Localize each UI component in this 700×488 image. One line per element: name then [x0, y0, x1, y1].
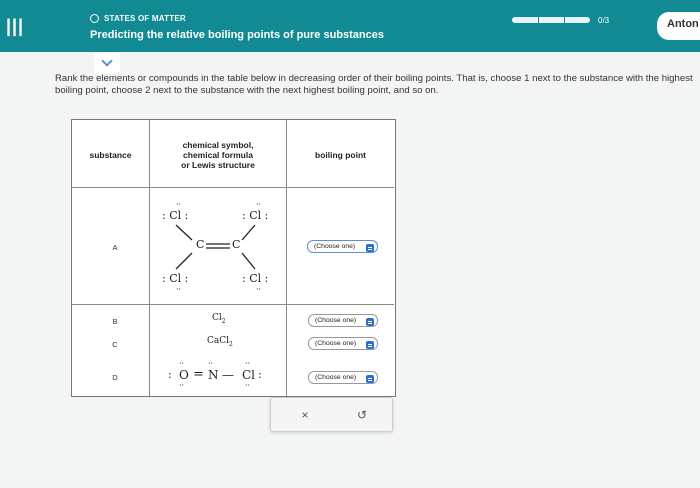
header-formula-line2: chemical formula	[183, 150, 253, 160]
lewis-bonds-a	[72, 120, 394, 396]
atom-cl-top-right: : Cl :	[242, 209, 269, 222]
atom-cl-bottom-left: : Cl :	[162, 272, 189, 285]
lone-pair-dots: ··	[179, 359, 185, 368]
boiling-rank-select-d[interactable]	[308, 371, 378, 384]
lone-pair-dots: ··	[245, 359, 251, 368]
formula-c	[207, 336, 233, 348]
formula-c-main: CaCl	[207, 336, 230, 346]
chevron-updown-icon	[366, 318, 374, 326]
select-value: (Choose one)	[315, 340, 357, 347]
lone-pair-dots: ··	[256, 285, 262, 294]
colon-left: :	[168, 368, 172, 381]
formula-b-main: Cl	[212, 313, 222, 323]
undo-icon: ↺	[356, 408, 368, 422]
menu-button[interactable]	[0, 0, 30, 52]
chevron-down-icon	[101, 55, 112, 66]
lone-pair-dots: ··	[179, 381, 185, 390]
undo-button[interactable]	[351, 404, 373, 426]
row-label-a: A	[112, 243, 118, 252]
progress-divider	[564, 17, 565, 23]
collapse-toggle[interactable]	[94, 52, 120, 74]
select-value: (Choose one)	[315, 374, 357, 381]
bond-double: =	[193, 367, 204, 382]
topic-row	[90, 14, 186, 23]
menu-icon: |||	[5, 16, 25, 36]
substance-table	[71, 119, 396, 397]
formula-b-subscript: 2	[221, 317, 226, 325]
header-formula-line3: or Lewis structure	[181, 160, 255, 170]
select-value: (Choose one)	[315, 317, 357, 324]
header-boiling-point: boiling point	[315, 150, 366, 160]
top-header	[0, 0, 700, 52]
instructions-text: Rank the elements or compounds in the table below in decreasing order of their boiling points. That is, choose 1 next to the substance with the highest boiling point, choose 2 next to the substance with the next highest boiling point, and so on.	[55, 73, 693, 96]
atom-o: O	[179, 368, 189, 382]
formula-b	[212, 313, 226, 325]
atom-c-right: C	[232, 238, 241, 251]
bond-single: —	[222, 368, 234, 382]
lone-pair-dots: ··	[208, 359, 214, 368]
chevron-updown-icon	[366, 244, 374, 252]
lone-pair-dots: ··	[245, 381, 251, 390]
close-icon: ×	[301, 408, 309, 422]
boiling-rank-select-c[interactable]	[308, 337, 378, 350]
atom-cl-top-left: : Cl :	[162, 209, 189, 222]
atom-cl: Cl	[242, 368, 256, 382]
progress-bar	[512, 17, 590, 23]
header-substance: substance	[89, 150, 132, 160]
action-bar	[270, 397, 393, 432]
header-formula-line1: chemical symbol,	[182, 140, 254, 150]
atom-cl-bottom-right: : Cl :	[242, 272, 269, 285]
clear-button[interactable]	[294, 404, 316, 426]
topic-circle-icon	[90, 14, 99, 23]
colon-right: :	[258, 368, 262, 381]
chevron-updown-icon	[366, 341, 374, 349]
lone-pair-dots: ··	[256, 200, 262, 209]
boiling-rank-select-b[interactable]	[308, 314, 378, 327]
progress-count: 0/3	[598, 16, 610, 25]
user-button[interactable]: Anton	[657, 12, 700, 40]
topic-label: STATES OF MATTER	[104, 14, 186, 23]
chevron-updown-icon	[366, 375, 374, 383]
row-label-b: B	[112, 317, 118, 326]
row-label-d: D	[112, 373, 118, 382]
lone-pair-dots: ··	[176, 200, 182, 209]
formula-c-subscript: 2	[229, 340, 233, 348]
atom-n: N	[208, 368, 219, 382]
boiling-rank-select-a[interactable]	[307, 240, 378, 253]
row-label-c: C	[112, 340, 118, 349]
lone-pair-dots: ··	[176, 285, 182, 294]
progress-divider	[538, 17, 539, 23]
page-title: Predicting the relative boiling points of pure substances	[90, 29, 384, 41]
select-value: (Choose one)	[314, 243, 356, 250]
atom-c-left: C	[196, 238, 205, 251]
